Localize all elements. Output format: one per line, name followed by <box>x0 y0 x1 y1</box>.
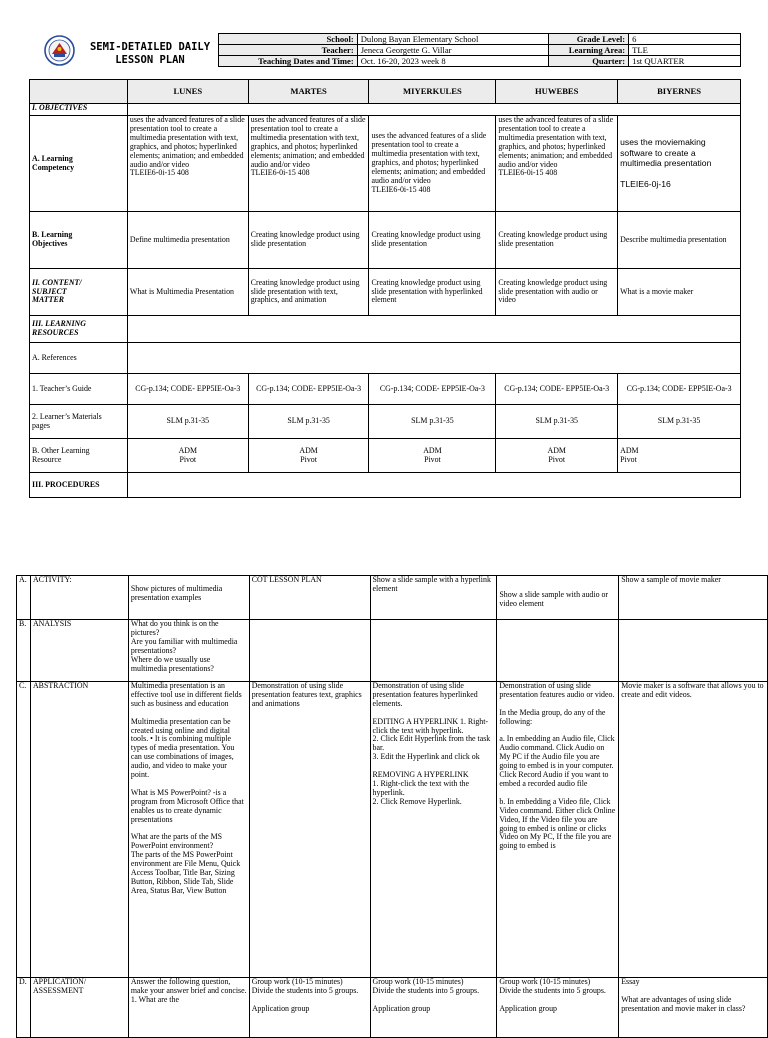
lm-tue: SLM p.31-35 <box>248 405 369 439</box>
tg-mon: CG-p.134; CODE- EPP5IE-Oa-3 <box>127 374 248 405</box>
competency-wed: uses the advanced features of a slide presentation tool to create a multimedia presentation with text, graphics, and photos; hyperlinked elements; animation; and embedded audio and/or video TLEIE6-0i-15 408 <box>369 116 496 212</box>
lesson-plan-title <box>80 41 220 67</box>
abstraction-fri: Movie maker is a software that allows you to create and edit videos. <box>619 682 768 978</box>
day-header-fri: BIYERNES <box>618 80 741 104</box>
analysis-fri <box>619 620 768 682</box>
day-header-wed: MIYERKULES <box>369 80 496 104</box>
title-line-2: LESSON PLAN <box>115 54 185 66</box>
or-fri: ADM Pivot <box>618 439 741 473</box>
day-header-thu: HUWEBES <box>496 80 618 104</box>
resources-heading: III. LEARNING RESOURCES <box>30 316 128 343</box>
analysis-label: ANALYSIS <box>30 620 128 682</box>
quarter-label: Quarter: <box>549 56 629 67</box>
application-fri: Essay What are advantages of using slide presentation and movie maker in class? <box>619 978 768 1038</box>
tg-wed: CG-p.134; CODE- EPP5IE-Oa-3 <box>369 374 496 405</box>
dates-value: Oct. 16-20, 2023 week 8 <box>357 56 549 67</box>
lm-thu: SLM p.31-35 <box>496 405 618 439</box>
grade-level-value: 6 <box>629 34 741 45</box>
activity-fri: Show a sample of movie maker <box>619 576 768 620</box>
deped-seal-logo <box>44 35 75 66</box>
day-header-mon: LUNES <box>127 80 248 104</box>
quarter-value: 1st QUARTER <box>629 56 741 67</box>
objective-thu: Creating knowledge product using slide presentation <box>496 212 618 269</box>
competency-label: A. Learning Competency <box>30 116 128 212</box>
corner-cell <box>30 80 128 104</box>
abstraction-letter: C. <box>17 682 31 978</box>
application-label: APPLICATION/ ASSESSMENT <box>30 978 128 1038</box>
resources-spacer <box>127 316 740 343</box>
objectives-spacer <box>127 104 740 116</box>
procedures-spacer <box>127 473 740 498</box>
teacher-value: Jeneca Georgette G. Villar <box>357 45 549 56</box>
activity-tue: COT LESSON PLAN <box>249 576 370 620</box>
lm-fri: SLM p.31-35 <box>618 405 741 439</box>
objective-tue: Creating knowledge product using slide presentation <box>248 212 369 269</box>
learners-materials-label: 2. Learner’s Materials pages <box>30 405 128 439</box>
references-spacer <box>127 343 740 374</box>
lm-mon: SLM p.31-35 <box>127 405 248 439</box>
abstraction-wed: Demonstration of using slide presentation features hyperlinked elements. EDITING A HYPERLINK 1. Right-click the text with hyperlink. 2. Click Edit Hyperlink from the task bar. 3. Edit the Hyperlink and click ok REMOVING A HYPERLINK 1. Right-click the text with the hyperlink. 2. Click Remove Hyperlink. <box>370 682 497 978</box>
content-wed: Creating knowledge product using slide presentation with hyperlinked element <box>369 269 496 316</box>
objectives-table <box>29 79 741 498</box>
application-tue: Group work (10-15 minutes) Divide the students into 5 groups. Application group <box>249 978 370 1038</box>
procedures-heading: III. PROCEDURES <box>30 473 128 498</box>
header-info-table <box>218 33 741 67</box>
objective-wed: Creating knowledge product using slide presentation <box>369 212 496 269</box>
analysis-wed <box>370 620 497 682</box>
competency-mon: uses the advanced features of a slide presentation tool to create a multimedia presentation with text, graphics, and photos; hyperlinked elements; animation; and embedded audio and/or video TLEIE6-0i-15 408 <box>127 116 248 212</box>
tg-tue: CG-p.134; CODE- EPP5IE-Oa-3 <box>248 374 369 405</box>
teachers-guide-label: 1. Teacher’s Guide <box>30 374 128 405</box>
grade-level-label: Grade Level: <box>549 34 629 45</box>
other-resources-label: B. Other Learning Resource <box>30 439 128 473</box>
abstraction-mon: Multimedia presentation is an effective tool use in different fields such as business and education Multimedia presentation can be created using online and digital tools. • It is combining multiple types of media presentation. You can use combinations of images, audio, and video to make your point. What is MS PowerPoint? -is a program from Microsoft Office that enables us to create dynamic presentations What are the parts of the MS PowerPoint environment? The parts of the MS PowerPoint environment are File Menu, Quick Access Toolbar, Title Bar, Sizing Button, Ribbon, Slide Tab, Slide Area, Status Bar, View Button <box>128 682 249 978</box>
or-mon: ADM Pivot <box>127 439 248 473</box>
competency-tue: uses the advanced features of a slide presentation tool to create a multimedia presentation with text, graphics, and photos; hyperlinked elements; animation; and embedded audio and/or video TLEIE6-0i-15 408 <box>248 116 369 212</box>
objectives-heading: I. OBJECTIVES <box>30 104 128 116</box>
application-letter: D. <box>17 978 31 1038</box>
tg-thu: CG-p.134; CODE- EPP5IE-Oa-3 <box>496 374 618 405</box>
content-mon: What is Multimedia Presentation <box>127 269 248 316</box>
activity-wed: Show a slide sample with a hyperlink element <box>370 576 497 620</box>
teacher-label: Teacher: <box>219 45 358 56</box>
abstraction-tue: Demonstration of using slide presentation features text, graphics and animations <box>249 682 370 978</box>
learning-objectives-label: B. Learning Objectives <box>30 212 128 269</box>
learning-area-value: TLE <box>629 45 741 56</box>
dates-label: Teaching Dates and Time: <box>219 56 358 67</box>
objective-mon: Define multimedia presentation <box>127 212 248 269</box>
abstraction-thu: Demonstration of using slide presentation features audio or video. In the Media group, do any of the following: a. In embedding an Audio file, Click Audio command. Click Audio on My PC if the Audio file you are going to embed is in your computer. Click Record Audio if you want to embed a recorded audio file b. In embedding a Video file, Click Video command. Either click Online Video, If the Video file you are going to embed is online or clicks Video on My PC, If the file you are going to embed is <box>497 682 619 978</box>
analysis-letter: B. <box>17 620 31 682</box>
or-thu: ADM Pivot <box>496 439 618 473</box>
content-fri: What is a movie maker <box>618 269 741 316</box>
school-label: School: <box>219 34 358 45</box>
content-tue: Creating knowledge product using slide presentation with text, graphics, and animation <box>248 269 369 316</box>
analysis-mon: What do you think is on the pictures? Are you familiar with multimedia presentations? Where do we usually use multimedia presentations? <box>128 620 249 682</box>
application-mon: Answer the following question, make your answer brief and concise. 1. What are the <box>128 978 249 1038</box>
references-label: A. References <box>30 343 128 374</box>
activity-letter: A. <box>17 576 31 620</box>
lm-wed: SLM p.31-35 <box>369 405 496 439</box>
activity-label: ACTIVITY: <box>30 576 128 620</box>
competency-fri: uses the moviemaking software to create a multimedia presentation TLEIE6-0j-16 <box>618 116 741 212</box>
analysis-thu <box>497 620 619 682</box>
application-wed: Group work (10-15 minutes) Divide the students into 5 groups. Application group <box>370 978 497 1038</box>
objective-fri: Describe multimedia presentation <box>618 212 741 269</box>
activity-thu: Show a slide sample with audio or video element <box>497 576 619 620</box>
content-label: II. CONTENT/ SUBJECT MATTER <box>30 269 128 316</box>
tg-fri: CG-p.134; CODE- EPP5IE-Oa-3 <box>618 374 741 405</box>
application-thu: Group work (10-15 minutes) Divide the students into 5 groups. Application group <box>497 978 619 1038</box>
or-tue: ADM Pivot <box>248 439 369 473</box>
school-value: Dulong Bayan Elementary School <box>357 34 549 45</box>
title-line-1: SEMI-DETAILED DAILY <box>89 41 211 53</box>
day-header-tue: MARTES <box>248 80 369 104</box>
procedures-table <box>16 575 768 1038</box>
abstraction-label: ABSTRACTION <box>30 682 128 978</box>
learning-area-label: Learning Area: <box>549 45 629 56</box>
or-wed: ADM Pivot <box>369 439 496 473</box>
competency-thu: uses the advanced features of a slide presentation tool to create a multimedia presentation with text, graphics, and photos; hyperlinked elements; animation; and embedded audio and/or video TLEIE6-0i-15 408 <box>496 116 618 212</box>
analysis-tue <box>249 620 370 682</box>
content-thu: Creating knowledge product using slide presentation with audio or video <box>496 269 618 316</box>
activity-mon: Show pictures of multimedia presentation examples <box>128 576 249 620</box>
